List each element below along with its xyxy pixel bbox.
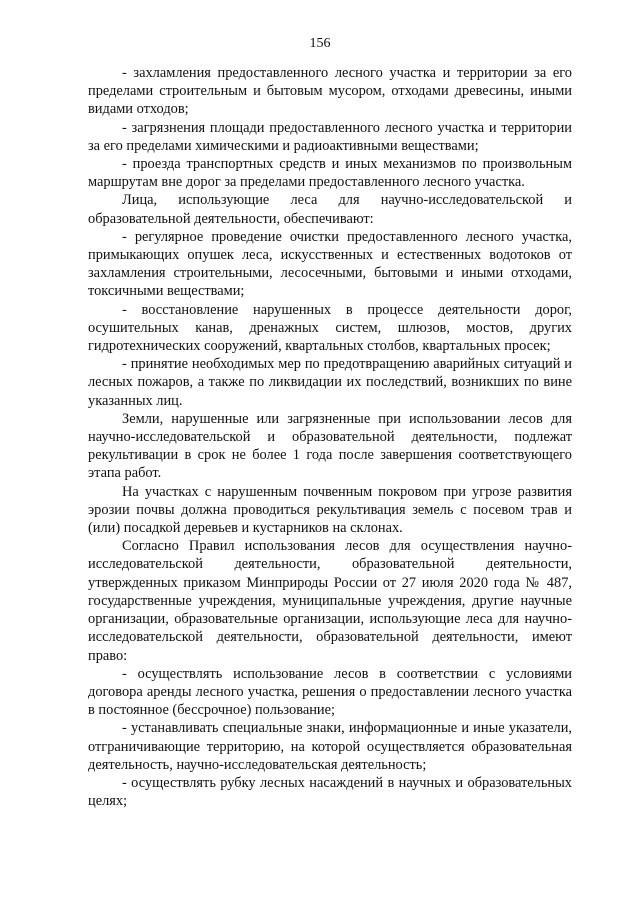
- page-body: [88, 64, 572, 810]
- paragraph: - загрязнения площади предоставленного лесного участка и территории за его пределами химическими и радиоактивными веществами;: [88, 119, 572, 154]
- paragraph: - устанавливать специальные знаки, информационные и иные указатели, отграничивающие территорию, на которой осуществляется образовательная деятельность, научно-исследовательская деятельность;: [88, 720, 572, 773]
- paragraph: - осуществлять использование лесов в соответствии с условиями договора аренды лесного участка, решения о предоставлении лесного участка в постоянное (бессрочное) пользование;: [88, 665, 572, 719]
- paragraph: Лица, использующие леса для научно-исследовательской и образовательной деятельности, обеспечивают:: [88, 192, 572, 227]
- paragraph: Земли, нарушенные или загрязненные при использовании лесов для научно-исследовательской и образовательной деятельности, подлежат рекультивации в срок не более 1 года после завершения соответствующего этапа работ.: [88, 410, 572, 482]
- paragraph: - проезда транспортных средств и иных механизмов по произвольным маршрутам вне дорог за пределами предоставленного лесного участка.: [88, 156, 572, 191]
- paragraph: - принятие необходимых мер по предотвращению аварийных ситуаций и лесных пожаров, а также по ликвидации их последствий, возникших по вине указанных лиц.: [88, 356, 572, 409]
- paragraph: - восстановление нарушенных в процессе деятельности дорог, осушительных канав, дренажных систем, шлюзов, мостов, других гидротехнических сооружений, квартальных столбов, квартальных просек;: [88, 301, 572, 355]
- paragraph: - захламления предоставленного лесного участка и территории за его пределами строительным и бытовым мусором, отходами древесины, иными видами отходов;: [88, 65, 572, 118]
- paragraph: Согласно Правил использования лесов для осуществления научно-исследовательской деятельности, образовательной деятельности, утвержденных приказом Минприроды России от 27 июля 2020 года № 487, государственные учреждения, муниципальные учреждения, другие научные организации, образовательные организации, использующие леса для научно-исследовательской деятельности, образовательной деятельности, имеют право:: [88, 538, 572, 664]
- page-number: 156: [309, 36, 331, 51]
- paragraph: - осуществлять рубку лесных насаждений в научных и образовательных целях;: [88, 774, 572, 810]
- paragraph: - регулярное проведение очистки предоставленного лесного участка, примыкающих опушек леса, искусственных и естественных водотоков от захламления строительными, лесосечными, бытовыми и иными отходами, токсичными веществами;: [88, 228, 572, 300]
- paragraph: На участках с нарушенным почвенным покровом при угрозе развития эрозии почвы должна проводиться рекультивация земель с посевом трав и (или) посадкой деревьев и кустарников на склонах.: [88, 483, 572, 537]
